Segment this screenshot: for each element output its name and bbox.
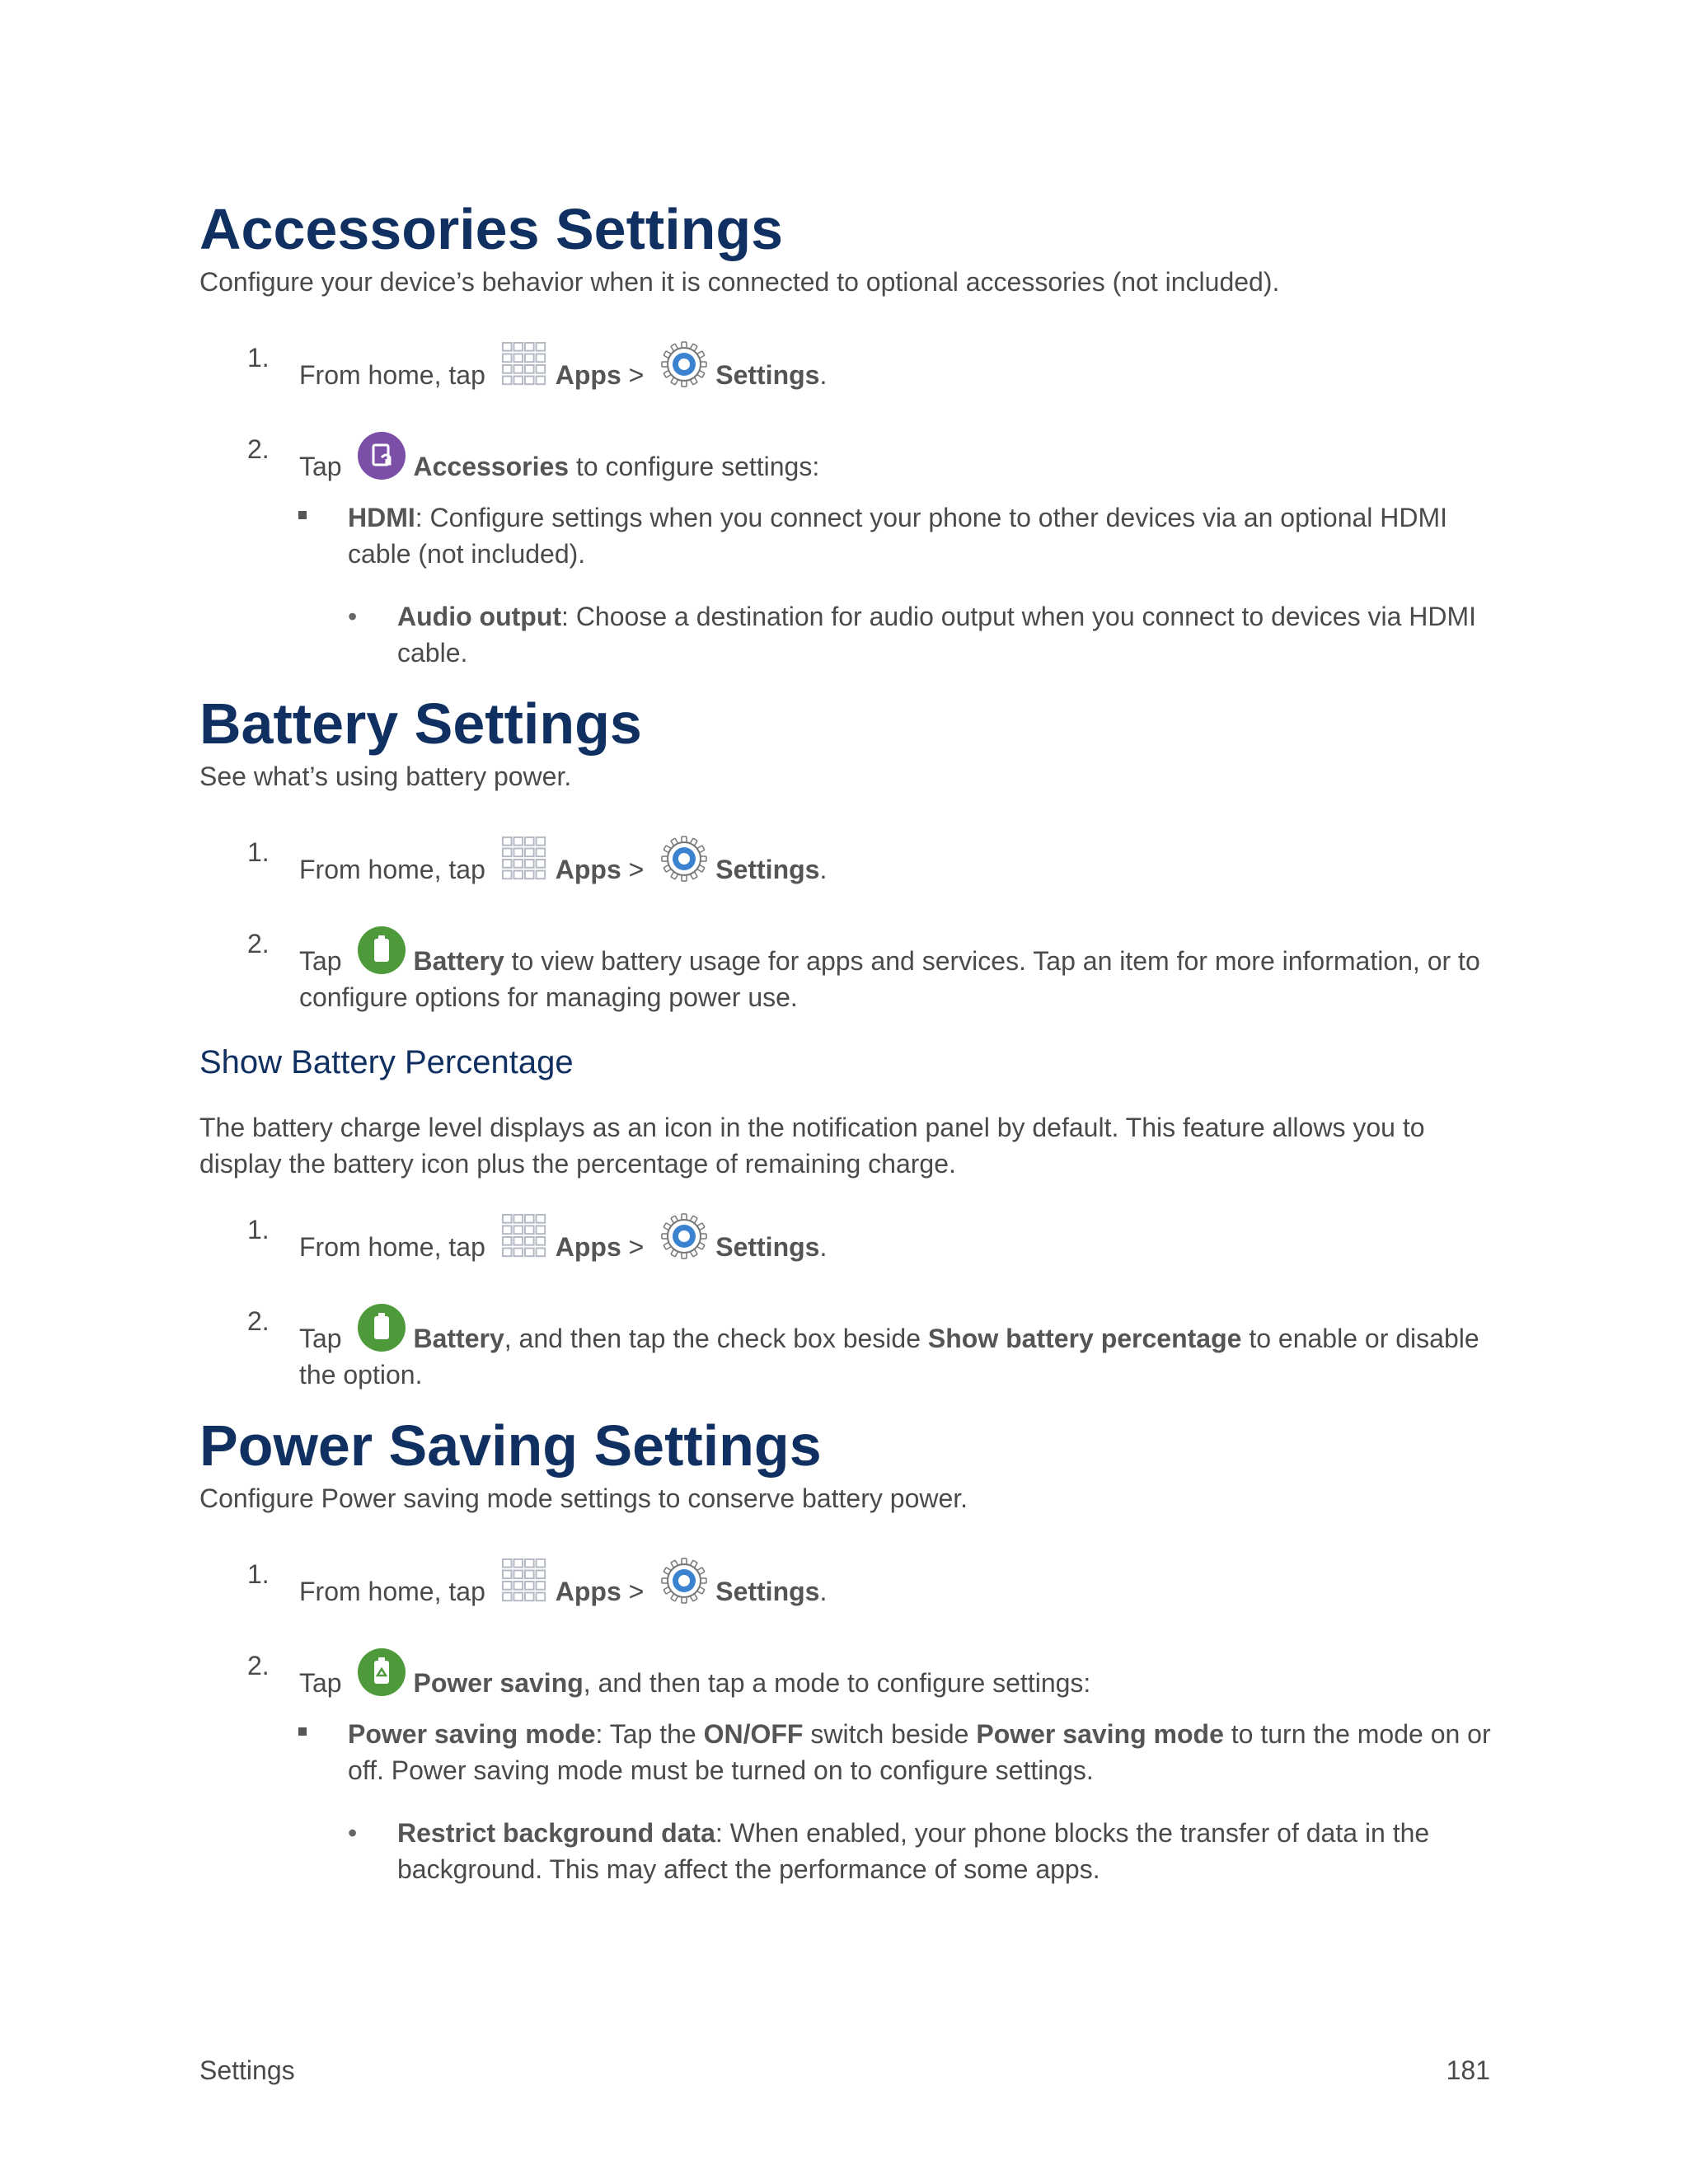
battery-step-2 bbox=[199, 907, 1493, 1015]
square-bullet bbox=[298, 511, 307, 519]
step-number: 2. bbox=[247, 1651, 270, 1680]
bullet-text: : Tap the bbox=[595, 1719, 704, 1749]
separator: > bbox=[628, 360, 645, 390]
settings-gear-icon bbox=[659, 1212, 709, 1261]
separator: > bbox=[628, 855, 645, 884]
power-step-1 bbox=[199, 1538, 1493, 1610]
battery-icon bbox=[357, 1303, 406, 1352]
power-saving-mode-label: Power saving mode bbox=[976, 1719, 1224, 1749]
settings-gear-icon bbox=[659, 834, 709, 883]
apps-grid-icon bbox=[501, 1213, 549, 1259]
bullet-text: : Configure settings when you connect your phone to other devices via an optional HDMI cable (not included). bbox=[348, 503, 1448, 569]
accessories-step-2 bbox=[199, 413, 1493, 485]
accessories-label: Accessories bbox=[413, 452, 570, 481]
square-bullet bbox=[298, 1727, 307, 1736]
page-number: 181 bbox=[1446, 2055, 1490, 2085]
heading-accessories-settings: Accessories Settings bbox=[199, 197, 784, 261]
step-text: Tap bbox=[299, 452, 342, 481]
apps-label: Apps bbox=[555, 360, 621, 390]
step-number: 2. bbox=[247, 1306, 270, 1336]
step-text: From home, tap bbox=[299, 1232, 485, 1262]
power-step-2 bbox=[199, 1629, 1493, 1701]
apps-label: Apps bbox=[555, 1232, 621, 1262]
step-number: 2. bbox=[247, 434, 270, 464]
sub-bullet-text: : Choose a destination for audio output when you connect to devices via HDMI cable. bbox=[397, 602, 1477, 668]
separator: > bbox=[628, 1577, 645, 1606]
battery-step-1 bbox=[199, 816, 1493, 888]
bullet-power-saving-mode bbox=[199, 1716, 1493, 1788]
heading-battery-settings: Battery Settings bbox=[199, 691, 642, 756]
bullet-text: to turn the mode on or off. Power saving mode must be turned on to configure settings. bbox=[348, 1719, 1491, 1785]
power-saving-label: Power saving bbox=[413, 1668, 584, 1698]
sub-bullet-label: Restrict background data bbox=[397, 1818, 715, 1848]
step-text: to enable or disable the option. bbox=[299, 1324, 1479, 1390]
sub-bullet-text: : When enabled, your phone blocks the transfer of data in the background. This may affect the performance of some apps. bbox=[397, 1818, 1430, 1884]
bullet-label: Power saving mode bbox=[348, 1719, 596, 1749]
step-text: , and then tap the check box beside bbox=[504, 1324, 928, 1353]
period: . bbox=[819, 1232, 828, 1262]
footer-section-name: Settings bbox=[199, 2055, 295, 2085]
show-battery-percentage-label: Show battery percentage bbox=[927, 1324, 1242, 1353]
settings-gear-icon bbox=[659, 1556, 709, 1605]
power-saving-intro: Configure Power saving mode settings to conserve battery power. bbox=[199, 1483, 968, 1513]
step-text: From home, tap bbox=[299, 360, 485, 390]
settings-gear-icon bbox=[659, 340, 709, 389]
battery-percentage-step-2 bbox=[199, 1285, 1493, 1393]
step-text: , and then tap a mode to configure settings: bbox=[583, 1668, 1091, 1698]
dot-bullet: • bbox=[348, 602, 358, 631]
apps-grid-icon bbox=[501, 341, 549, 387]
accessories-step-1 bbox=[199, 321, 1493, 393]
step-text: Tap bbox=[299, 1324, 342, 1353]
step-text: to view battery usage for apps and services. Tap an item for more information, or to configure options for managing power use. bbox=[299, 946, 1480, 1012]
separator: > bbox=[628, 1232, 645, 1262]
battery-intro: See what’s using battery power. bbox=[199, 762, 572, 791]
step-number: 1. bbox=[247, 1559, 270, 1589]
bullet-label: HDMI bbox=[348, 503, 415, 532]
bullet-hdmi bbox=[199, 499, 1493, 572]
settings-label: Settings bbox=[715, 360, 820, 390]
period: . bbox=[819, 360, 828, 390]
dot-bullet: • bbox=[348, 1818, 358, 1848]
step-number: 1. bbox=[247, 1215, 270, 1244]
step-number: 1. bbox=[247, 343, 270, 373]
show-battery-percentage-body: The battery charge level displays as an icon in the notification panel by default. This feature allows you to display the battery icon plus the percentage of remaining charge. bbox=[199, 1113, 1425, 1179]
step-text: to configure settings: bbox=[569, 452, 820, 481]
sub-bullet-label: Audio output bbox=[397, 602, 562, 631]
accessories-icon bbox=[357, 431, 406, 480]
apps-label: Apps bbox=[555, 1577, 621, 1606]
heading-power-saving-settings: Power Saving Settings bbox=[199, 1413, 822, 1478]
sub-bullet-restrict-background-data bbox=[199, 1815, 1493, 1887]
battery-label: Battery bbox=[413, 1324, 504, 1353]
settings-label: Settings bbox=[715, 1232, 820, 1262]
heading-show-battery-percentage: Show Battery Percentage bbox=[199, 1044, 574, 1080]
battery-label: Battery bbox=[413, 946, 504, 976]
power-saving-icon bbox=[357, 1647, 406, 1697]
step-text: Tap bbox=[299, 1668, 342, 1698]
step-text: From home, tap bbox=[299, 855, 485, 884]
period: . bbox=[819, 1577, 828, 1606]
sub-bullet-audio-output bbox=[199, 598, 1493, 671]
step-text: Tap bbox=[299, 946, 342, 976]
period: . bbox=[819, 855, 828, 884]
step-text: From home, tap bbox=[299, 1577, 485, 1606]
apps-label: Apps bbox=[555, 855, 621, 884]
on-off-label: ON/OFF bbox=[703, 1719, 804, 1749]
settings-label: Settings bbox=[715, 1577, 820, 1606]
step-number: 2. bbox=[247, 929, 270, 958]
settings-label: Settings bbox=[715, 855, 820, 884]
page-footer bbox=[199, 2052, 1490, 2088]
battery-icon bbox=[357, 926, 406, 975]
accessories-intro: Configure your device’s behavior when it is connected to optional accessories (not included). bbox=[199, 267, 1280, 297]
bullet-text: switch beside bbox=[803, 1719, 977, 1749]
page-content bbox=[199, 194, 1493, 1887]
step-number: 1. bbox=[247, 837, 270, 867]
apps-grid-icon bbox=[501, 836, 549, 882]
apps-grid-icon bbox=[501, 1558, 549, 1604]
battery-percentage-step-1 bbox=[199, 1193, 1493, 1265]
